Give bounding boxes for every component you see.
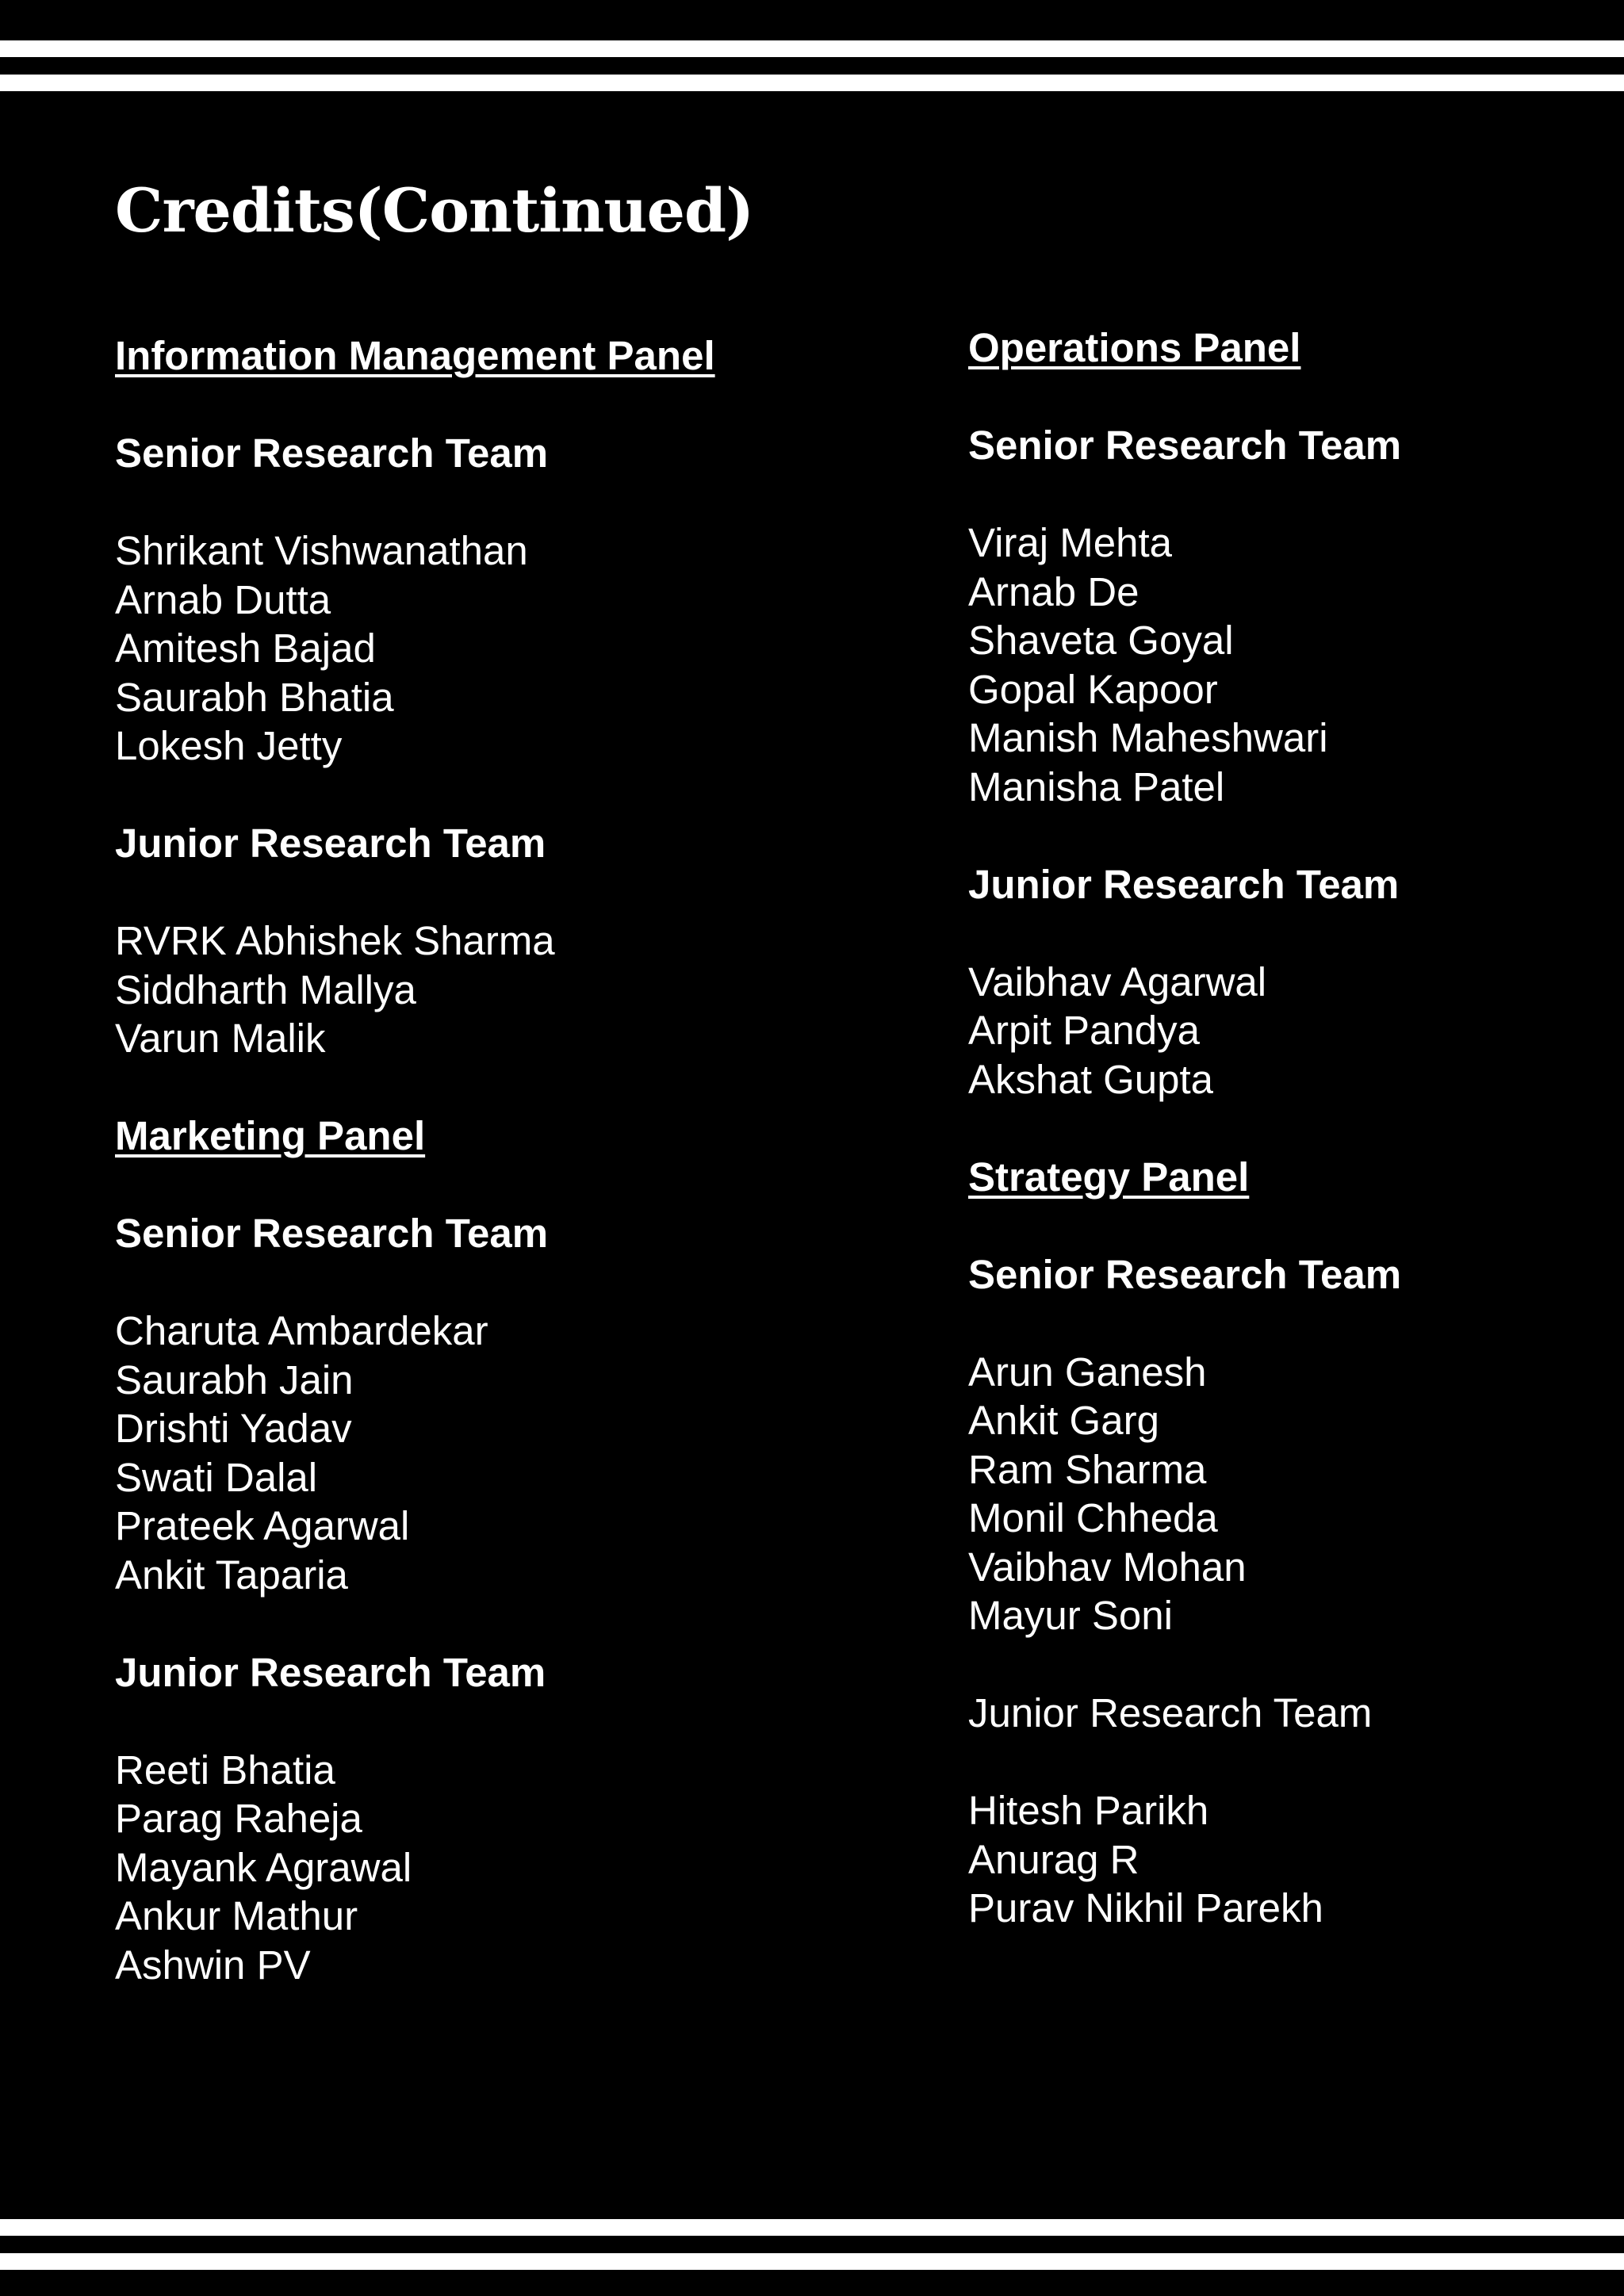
member-name: Hitesh Parikh — [968, 1788, 1209, 1833]
right-column — [968, 323, 1624, 1933]
panel-title: Operations Panel — [968, 325, 1301, 370]
member-name: Ram Sharma — [968, 1446, 1207, 1492]
member-name: Manisha Patel — [968, 763, 1225, 809]
top-stripe-2 — [0, 75, 1624, 91]
member-name: Arnab De — [968, 568, 1139, 614]
member-name: Ankit Taparia — [115, 1552, 348, 1598]
member-name: Gopal Kapoor — [968, 666, 1218, 712]
member-name: Ashwin PV — [115, 1942, 311, 1988]
senior-team-heading: Senior Research Team — [968, 423, 1402, 468]
member-name: Viraj Mehta — [968, 520, 1173, 565]
panel-title: Information Management Panel — [115, 333, 715, 378]
member-name: Prateek Agarwal — [115, 1503, 410, 1548]
member-name: Saurabh Jain — [115, 1357, 354, 1402]
junior-team-heading: Junior Research Team — [968, 861, 1400, 907]
member-name: Akshat Gupta — [968, 1056, 1214, 1102]
member-name: Mayank Agrawal — [115, 1844, 412, 1890]
member-name: Charuta Ambardekar — [115, 1308, 488, 1353]
panel-title: Strategy Panel — [968, 1154, 1250, 1200]
member-name: Shaveta Goyal — [968, 618, 1234, 663]
member-name: RVRK Abhishek Sharma — [115, 918, 555, 963]
member-name: Anurag R — [968, 1836, 1139, 1882]
junior-team-heading: Junior Research Team — [968, 1690, 1373, 1735]
member-name: Monil Chheda — [968, 1495, 1218, 1540]
member-name: Saurabh Bhatia — [115, 674, 394, 720]
member-name: Lokesh Jetty — [115, 723, 343, 768]
bottom-stripe-2 — [0, 2253, 1624, 2270]
member-name: Shrikant Vishwanathan — [115, 528, 528, 573]
member-name: Ankur Mathur — [115, 1893, 358, 1938]
member-name: Ankit Garg — [968, 1398, 1159, 1443]
member-name: Arnab Dutta — [115, 576, 331, 622]
left-column — [115, 331, 829, 1989]
member-name: Amitesh Bajad — [115, 626, 376, 671]
panel-title: Marketing Panel — [115, 1113, 426, 1158]
member-name: Purav Nikhil Parekh — [968, 1885, 1323, 1931]
senior-team-heading: Senior Research Team — [115, 430, 549, 476]
panel-strategy — [968, 1153, 1624, 1933]
member-name: Reeti Bhatia — [115, 1747, 335, 1793]
member-name: Mayur Soni — [968, 1593, 1173, 1638]
page-title: Credits(Continued) — [115, 175, 754, 246]
panel-marketing — [115, 1112, 829, 1989]
panel-operations — [968, 323, 1624, 1153]
senior-team-heading: Senior Research Team — [968, 1251, 1402, 1297]
member-name: Siddharth Mallya — [115, 966, 416, 1012]
member-name: Parag Raheja — [115, 1796, 362, 1841]
senior-team-heading: Senior Research Team — [115, 1211, 549, 1256]
member-name: Manish Maheshwari — [968, 715, 1328, 760]
member-name: Vaibhav Agarwal — [968, 959, 1267, 1004]
bottom-stripe-1 — [0, 2219, 1624, 2236]
member-name: Varun Malik — [115, 1016, 326, 1061]
member-name: Vaibhav Mohan — [968, 1544, 1247, 1590]
member-name: Swati Dalal — [115, 1454, 318, 1500]
top-stripe-1 — [0, 40, 1624, 57]
junior-team-heading: Junior Research Team — [115, 1649, 546, 1695]
member-name: Drishti Yadav — [115, 1406, 352, 1451]
member-name: Arpit Pandya — [968, 1008, 1201, 1053]
panel-information-management — [115, 331, 829, 1112]
junior-team-heading: Junior Research Team — [115, 821, 546, 866]
member-name: Arun Ganesh — [968, 1349, 1207, 1395]
